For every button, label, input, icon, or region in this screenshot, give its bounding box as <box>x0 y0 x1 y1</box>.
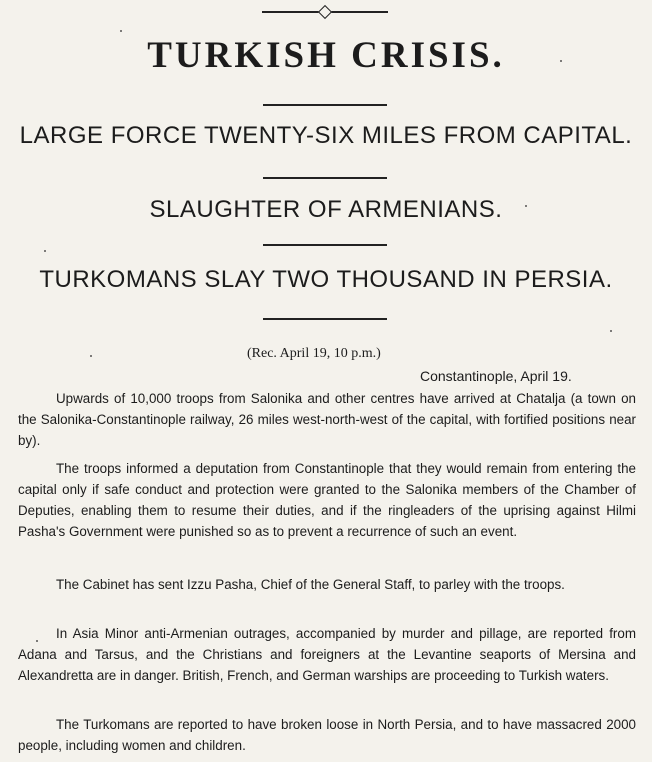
paragraph-troops-arrive <box>18 388 636 451</box>
ornamental-rule <box>262 11 388 13</box>
paragraph-asia-minor <box>18 623 636 686</box>
divider-rule <box>263 177 387 179</box>
print-speck <box>36 640 38 642</box>
print-speck <box>44 250 46 252</box>
paragraph-text: The Cabinet has sent Izzu Pasha, Chief of the General Staff, to parley with the troops. <box>56 577 565 592</box>
paragraph-text: The troops informed a deputation from Constantinople that they would remain from entering the capital only if safe conduct and protection were granted to the Salonika members of the Chamber of Deputies, enabling them to resume their duties, and if the ringleaders of the uprising against Hilmi Pasha's Government were punished so as to prevent a recurrence of such an event. <box>18 461 636 539</box>
print-speck <box>525 205 527 207</box>
print-speck <box>560 60 562 62</box>
place-dateline: Constantinople, April 19. <box>420 368 572 384</box>
received-dateline: (Rec. April 19, 10 p.m.) <box>247 346 381 361</box>
divider-rule <box>263 244 387 246</box>
paragraph-turkomans <box>18 714 636 756</box>
print-speck <box>120 30 122 32</box>
headline-title: TURKISH CRISIS. <box>147 35 505 76</box>
divider-rule <box>263 104 387 106</box>
paragraph-text: Upwards of 10,000 troops from Salonika and other centres have arrived at Chatalja (a town on the Salonika-Constantinople railway, 26 miles west-north-west of the capital, with fortified positions near by). <box>18 391 636 448</box>
print-speck <box>90 355 92 357</box>
diamond-ornament-icon <box>318 5 332 19</box>
divider-rule <box>263 318 387 320</box>
subhead-slaughter: SLAUGHTER OF ARMENIANS. <box>149 196 503 223</box>
paragraph-cabinet <box>18 574 636 595</box>
paragraph-deputation <box>18 458 636 542</box>
print-speck <box>610 330 612 332</box>
paragraph-text: The Turkomans are reported to have broken loose in North Persia, and to have massacred 2000 people, including women and children. <box>18 717 636 753</box>
paragraph-text: In Asia Minor anti-Armenian outrages, accompanied by murder and pillage, are reported from Adana and Tarsus, and the Christians and foreigners at the Levantine seaports of Mersina and Alexandretta are in danger. British, French, and German warships are proceeding to Turkish waters. <box>18 626 636 683</box>
subhead-large-force: LARGE FORCE TWENTY-SIX MILES FROM CAPITAL. <box>19 122 633 149</box>
subhead-turkomans: TURKOMANS SLAY TWO THOUSAND IN PERSIA. <box>39 266 613 293</box>
